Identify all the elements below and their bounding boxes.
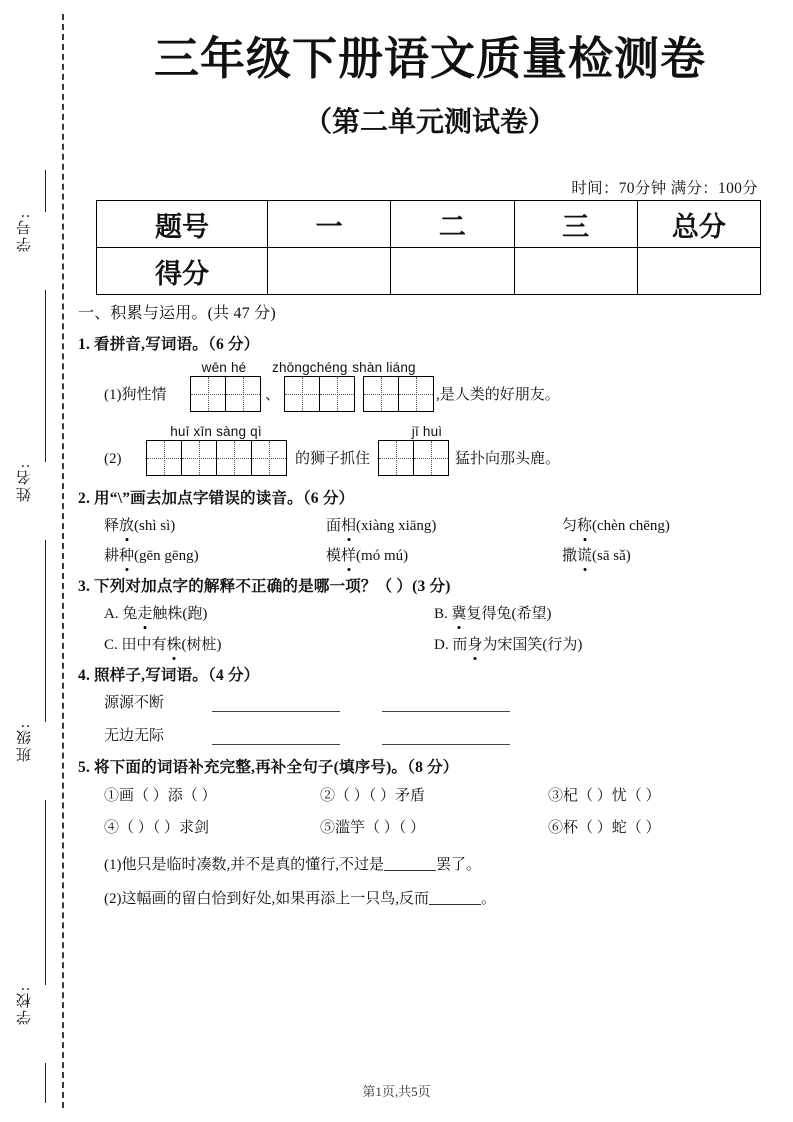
pinyin-row-1 — [104, 360, 778, 375]
sentence-text-pre: (2)这幅画的留白恰到好处,如果再添上一只鸟,反而 — [104, 891, 429, 907]
dotted-char: 放 — [119, 514, 134, 535]
option-text-post: 为宋国笑(行为) — [482, 637, 583, 653]
margin-rule-1 — [45, 170, 46, 212]
dotted-char: 种 — [119, 544, 134, 565]
question-4-heading — [78, 663, 778, 685]
binding-margin — [0, 0, 80, 1122]
answer-blank[interactable] — [382, 730, 510, 745]
grid-cell[interactable] — [251, 441, 286, 475]
sample-word: 无边无际 — [104, 728, 165, 744]
dashed-fold-line — [62, 14, 64, 1108]
fill-sentence-2 — [104, 887, 778, 908]
option-row — [104, 633, 778, 654]
question-2-text: 用“\”画去加点字错误的读音。（6 分） — [94, 490, 355, 507]
idiom-blank-item[interactable]: ③杞（ ）忧（ ） — [548, 788, 661, 804]
question-1-part-2 — [78, 424, 778, 476]
option-key: C. — [104, 637, 118, 653]
sentence-text-post: 。 — [481, 891, 497, 907]
question-1-number: 1. — [78, 336, 91, 353]
question-2 — [78, 486, 778, 565]
tianzige-grid[interactable] — [284, 376, 355, 412]
dotted-char: 称 — [577, 514, 592, 535]
margin-label-name: 姓名: — [17, 462, 33, 503]
option-row — [104, 602, 778, 623]
dotted-char: 相 — [341, 514, 356, 535]
question-4-text: 照样子,写词语。（4 分） — [94, 667, 260, 684]
pinyin-label: jī huì — [411, 424, 443, 439]
grid-cell[interactable] — [191, 377, 225, 411]
pron-item[interactable] — [104, 544, 326, 565]
question-1-part-1 — [78, 360, 778, 412]
question-5-number: 5. — [78, 759, 91, 776]
option-text-pre: 而 — [452, 637, 468, 653]
sentence-middle: 的狮子抓住 — [295, 451, 371, 467]
word-char: 匀 — [562, 518, 578, 534]
grid-cell[interactable] — [398, 377, 433, 411]
dotted-char: 株 — [167, 633, 182, 654]
question-1-heading — [78, 332, 778, 354]
idiom-blank-item[interactable]: ⑤滥竽（ ）（ ） — [320, 820, 426, 836]
question-1-text: 看拼音,写词语。（6 分） — [94, 336, 260, 353]
question-5-text: 将下面的词语补充完整,再补全句子(填序号)。（8 分） — [94, 759, 459, 776]
idiom-row — [104, 784, 778, 805]
word-char: 耕 — [104, 548, 120, 564]
score-cell: 题号 — [97, 201, 268, 248]
margin-label-school: 学校: — [17, 985, 33, 1026]
option-text-post: 复得兔(希望) — [466, 606, 552, 622]
answer-grid-row-1 — [104, 376, 778, 412]
sample-word-row — [104, 724, 778, 745]
option-text-pre: 田中有 — [121, 637, 167, 653]
pronunciation-row — [104, 544, 778, 565]
pron-item[interactable] — [562, 544, 631, 565]
idiom-blank-item[interactable]: ⑥杯（ ）蛇（ ） — [548, 820, 661, 836]
idiom-blank-item[interactable]: ②（ ）（ ）矛盾 — [320, 788, 426, 804]
idiom-blank-item[interactable]: ④（ ）（ ）求剑 — [104, 820, 210, 836]
sample-word: 源源不断 — [104, 695, 165, 711]
question-4-rows — [78, 691, 778, 745]
reading-options[interactable]: (mó mú) — [356, 548, 409, 564]
tianzige-grid[interactable] — [363, 376, 434, 412]
pron-item[interactable] — [326, 514, 562, 535]
reading-options[interactable]: (chèn chēng) — [592, 518, 670, 534]
question-4 — [78, 663, 778, 745]
score-cell: 三 — [514, 201, 637, 248]
question-5-heading — [78, 755, 778, 777]
tianzige-grid[interactable] — [190, 376, 261, 412]
dotted-char: 谎 — [577, 544, 592, 565]
exam-meta-info: 时间：70分钟 满分：100分 — [571, 180, 758, 197]
grid-cell[interactable] — [225, 377, 260, 411]
score-input-cell[interactable] — [268, 248, 391, 295]
dotted-char: 冀 — [452, 602, 467, 623]
dotted-char: 样 — [341, 544, 356, 565]
sentence-text-pre: (1)他只是临时凑数,并不是真的懂行,不过是 — [104, 857, 384, 873]
question-4-number: 4. — [78, 667, 91, 684]
answer-blank[interactable] — [384, 855, 436, 871]
score-cell: 一 — [268, 201, 391, 248]
table-row-scores — [97, 248, 761, 295]
option-d[interactable] — [434, 633, 582, 654]
grid-cell[interactable] — [147, 441, 181, 475]
grid-cell[interactable] — [319, 377, 354, 411]
question-5-idioms — [78, 784, 778, 908]
sentence-prefix: (2) — [104, 451, 122, 467]
sample-word-row — [104, 691, 778, 712]
sentence-suffix: 猛扑向那头鹿。 — [455, 451, 561, 467]
question-1 — [78, 332, 778, 476]
tianzige-grid[interactable] — [146, 440, 287, 476]
margin-rule-3 — [45, 540, 46, 722]
grid-cell[interactable] — [364, 377, 398, 411]
section-heading: 一、积累与运用。(共 47 分) — [78, 305, 276, 322]
exam-body — [78, 300, 778, 917]
reading-options[interactable]: (shì sì) — [134, 518, 176, 534]
answer-blank[interactable] — [212, 697, 340, 712]
separator-mark: 、 — [265, 387, 281, 403]
question-3-text: 下列对加点字的解释不正确的是哪一项？（ ）(3 分) — [94, 578, 451, 595]
grid-cell[interactable] — [379, 441, 413, 475]
question-3-heading — [78, 574, 778, 596]
answer-blank[interactable] — [382, 697, 510, 712]
pinyin-label: zhōngchéng — [272, 360, 348, 375]
answer-grid-row-2 — [104, 440, 778, 476]
score-cell: 总分 — [637, 201, 760, 248]
option-b[interactable] — [434, 602, 552, 623]
option-text-post: 触株(跑) — [152, 606, 208, 622]
margin-rule-4 — [45, 800, 46, 985]
score-cell: 得分 — [97, 248, 268, 295]
score-cell: 二 — [391, 201, 514, 248]
question-2-heading — [78, 486, 778, 508]
answer-blank[interactable] — [429, 889, 481, 905]
pron-item[interactable] — [326, 544, 562, 565]
pinyin-row-2 — [104, 424, 778, 439]
reading-options[interactable]: (xiàng xiāng) — [356, 518, 437, 534]
score-table — [96, 200, 761, 295]
grid-cell[interactable] — [413, 441, 448, 475]
idiom-blank-item[interactable]: ①画（ ）添（ ） — [104, 788, 217, 804]
option-c[interactable] — [104, 633, 434, 654]
word-char: 撒 — [562, 548, 578, 564]
pronunciation-row — [104, 514, 778, 535]
dotted-char: 身 — [467, 633, 482, 654]
question-5 — [78, 755, 778, 908]
score-input-cell[interactable] — [637, 248, 760, 295]
question-2-number: 2. — [78, 490, 91, 507]
score-input-cell[interactable] — [514, 248, 637, 295]
margin-label-class: 班级: — [17, 722, 33, 763]
pinyin-label: wēn hé — [201, 360, 247, 375]
fill-sentence-1 — [104, 853, 778, 874]
tianzige-grid[interactable] — [378, 440, 449, 476]
margin-rule-2 — [45, 290, 46, 462]
reading-options[interactable]: (gēn gēng) — [134, 548, 199, 564]
grid-cell[interactable] — [285, 377, 319, 411]
reading-options[interactable]: (sā sǎ) — [592, 548, 631, 564]
idiom-row — [104, 816, 778, 837]
question-3-options — [78, 602, 778, 654]
score-input-cell[interactable] — [391, 248, 514, 295]
word-char: 模 — [326, 548, 342, 564]
option-a[interactable] — [104, 602, 434, 623]
word-char: 面 — [326, 518, 342, 534]
page-footer: 第1页,共5页 — [362, 1084, 431, 1099]
option-key: A. — [104, 606, 119, 622]
option-text-post: (树桩) — [181, 637, 222, 653]
margin-label-student-id: 学号: — [17, 212, 33, 253]
page-subtitle: （第二单元测试卷） — [303, 106, 556, 137]
grid-cell[interactable] — [181, 441, 216, 475]
question-2-items — [78, 514, 778, 565]
answer-blank[interactable] — [212, 730, 340, 745]
pinyin-label: shàn liáng — [352, 360, 416, 375]
page-title: 三年级下册语文质量检测卷 — [153, 33, 706, 84]
pron-item[interactable] — [104, 514, 326, 535]
option-key: B. — [434, 606, 448, 622]
sentence-prefix: (1)狗性情 — [104, 387, 167, 403]
pinyin-label: huī xīn sàng qì — [170, 424, 262, 439]
question-3-number: 3. — [78, 578, 91, 595]
sentence-text-post: 罢了。 — [436, 857, 482, 873]
sentence-suffix: ,是人类的好朋友。 — [436, 387, 560, 403]
pron-item[interactable] — [562, 514, 670, 535]
grid-cell[interactable] — [216, 441, 251, 475]
option-key: D. — [434, 637, 449, 653]
table-row-headers — [97, 201, 761, 248]
word-char: 释 — [104, 518, 120, 534]
dotted-char: 走 — [137, 602, 152, 623]
question-3 — [78, 574, 778, 654]
option-text-pre: 兔 — [122, 606, 138, 622]
